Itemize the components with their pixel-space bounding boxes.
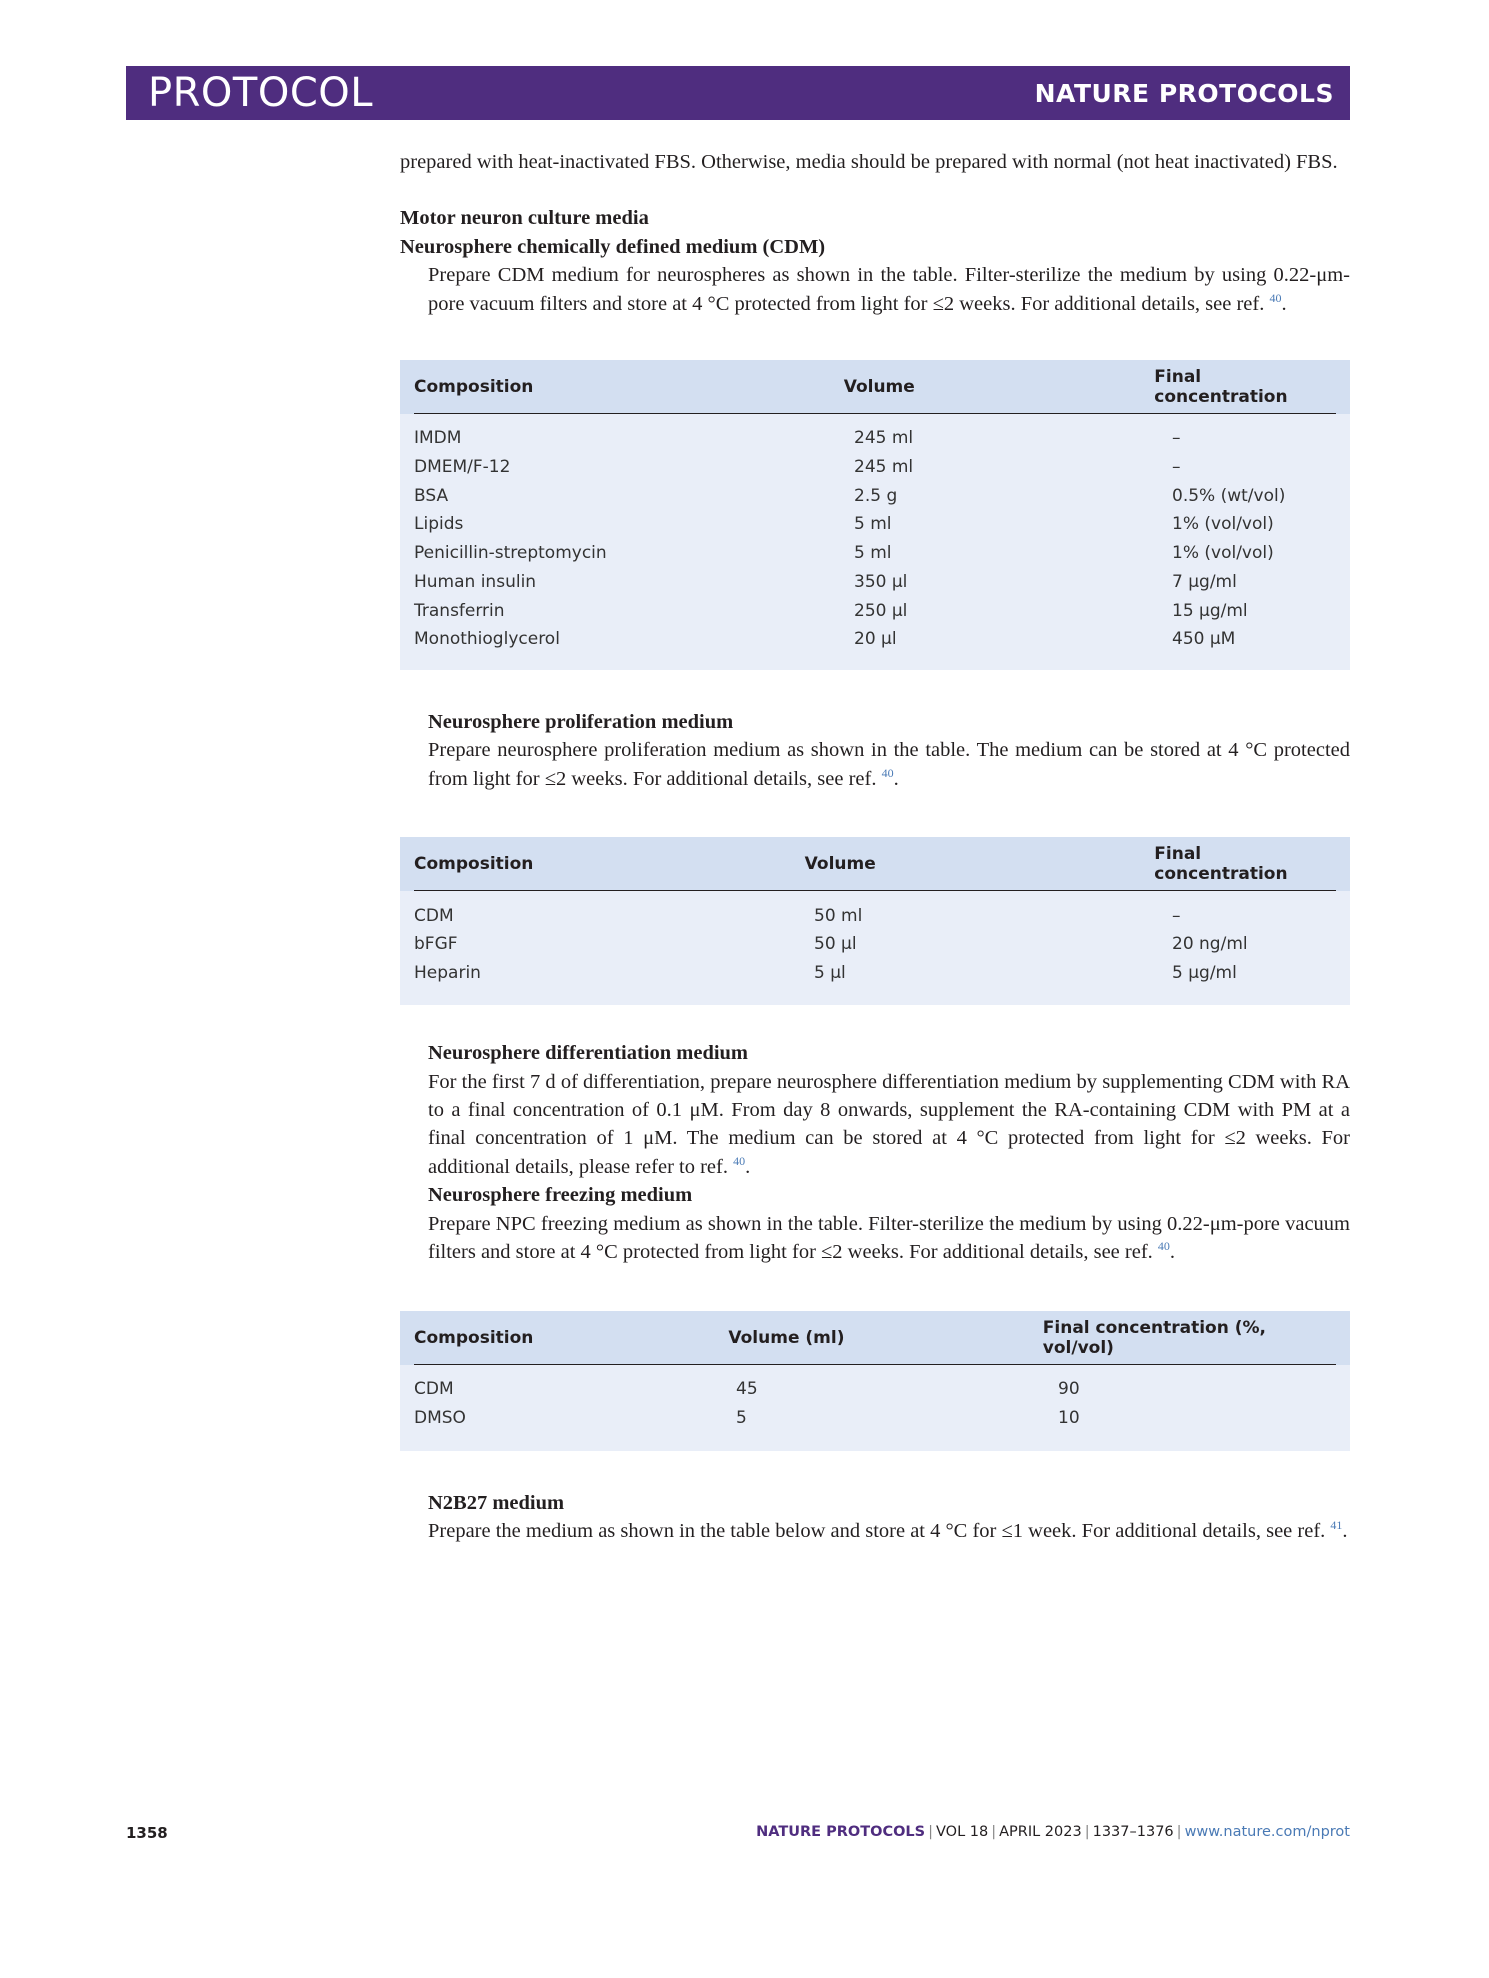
freezing-paragraph: Prepare NPC freezing medium as shown in the table. Filter-sterilize the medium by using 0.22-μm-pore vacuum filters and store at 4 °C protected from light for ≤2 weeks. For additional details, see ref. $^{40}$. — [428, 1212, 1350, 1264]
freezing-table-header — [400, 1311, 1350, 1365]
n2b27-ref-link[interactable]: 41 — [1330, 1518, 1343, 1533]
table-cell: 5 μg/ml — [1172, 962, 1237, 983]
footer-journal: NATURE PROTOCOLS — [756, 1824, 926, 1840]
footer-pages: 1337–1376 — [1092, 1824, 1174, 1840]
proliferation-paragraph: Prepare neurosphere proliferation medium as shown in the table. The medium can be stored at 4 °C protected from light for ≤2 weeks. For additional details, see ref. $^{40}$. — [428, 739, 1350, 790]
cdm-text: Prepare CDM medium for neurospheres as shown in the table. Filter-sterilize the medium by using 0.22-μm-pore vacuum filters and store at 4 °C protected from light for ≤2 weeks. For additional details, see ref. — [428, 264, 1350, 315]
table-cell: 2.5 g — [854, 485, 898, 506]
table-cell: 10 — [1058, 1407, 1080, 1428]
header-bar — [126, 66, 1350, 120]
table-cell: 7 μg/ml — [1172, 571, 1237, 592]
table-row — [414, 596, 1336, 625]
table-cell: 450 μM — [1172, 629, 1236, 650]
footer-date: APRIL 2023 — [999, 1824, 1082, 1840]
section-title-proliferation: Neurosphere proliferation medium — [428, 711, 734, 734]
table-cell: 245 ml — [854, 457, 914, 478]
footer-url-link[interactable]: www.nature.com/nprot — [1184, 1824, 1350, 1840]
table-cell: 20 μl — [854, 629, 897, 650]
proliferation-table — [400, 837, 1350, 1005]
header-journal-name: NATURE PROTOCOLS — [1034, 78, 1334, 108]
table-row — [414, 930, 1336, 959]
table-cell: 0.5% (wt/vol) — [1172, 485, 1286, 506]
table-cell: 5 ml — [854, 543, 892, 564]
table-cell: bFGF — [414, 934, 458, 955]
table-cell: 5 — [736, 1407, 747, 1428]
table-cell: – — [1172, 457, 1181, 478]
header-section-label: PROTOCOL — [148, 70, 374, 116]
cdm-table-body — [400, 414, 1350, 672]
proliferation-table-body — [400, 891, 1350, 1005]
table-cell: 50 ml — [814, 905, 863, 926]
table-cell: Human insulin — [414, 571, 537, 592]
freezing-ref-link[interactable]: 40 — [1157, 1239, 1170, 1254]
table-cell: DMEM/F-12 — [414, 457, 511, 478]
intro-paragraph: prepared with heat-inactivated FBS. Otherwise, media should be prepared with normal (not heat inactivated) FBS. — [400, 151, 1338, 173]
table-row — [414, 901, 1336, 930]
table-cell: 350 μl — [854, 571, 908, 592]
table-cell: DMSO — [414, 1407, 466, 1428]
table-cell: Transferrin — [414, 600, 505, 621]
table-cell: CDM — [414, 905, 454, 926]
table-cell: 245 ml — [854, 428, 914, 449]
n2b27-text: Prepare the medium as shown in the table below and store at 4 °C for ≤1 week. For additional details, see ref. — [428, 1519, 1326, 1542]
table-row — [414, 424, 1336, 453]
section-title-n2b27: N2B27 medium — [428, 1491, 565, 1514]
differentiation-ref-link[interactable]: 40 — [733, 1154, 746, 1169]
freezing-table — [400, 1311, 1350, 1451]
proliferation-text: Prepare neurosphere proliferation medium as shown in the table. The medium can be stored at 4 °C protected from light for ≤2 weeks. For additional details, see ref. — [428, 739, 1350, 790]
table-cell: 45 — [736, 1378, 758, 1399]
table-row — [414, 959, 1336, 988]
table-cell: 1% (vol/vol) — [1172, 543, 1274, 564]
table-row — [414, 1375, 1336, 1404]
cdm-table-header — [400, 360, 1350, 414]
table-cell: 15 μg/ml — [1172, 600, 1248, 621]
cdm-col-final-concentration: Final concentration — [1154, 367, 1288, 408]
table-row — [414, 567, 1336, 596]
table-row — [414, 625, 1336, 654]
page-number: 1358 — [126, 1824, 168, 1842]
main-content — [400, 148, 1350, 1545]
table-row — [414, 510, 1336, 539]
table-row — [414, 453, 1336, 482]
cdm-table — [400, 360, 1350, 670]
footer-citation: NATURE PROTOCOLS | VOL 18 | APRIL 2023 | 1337–1376 | www.nature.com/nprot — [756, 1824, 1350, 1840]
differentiation-paragraph: For the first 7 d of differentiation, prepare neurosphere differentiation medium by supplementing CDM with RA to a final concentration of 0.1 μM. From day 8 onwards, supplement the RA-containing CDM with PM at a final concentration of 1 μM. The medium can be stored at 4 °C protected from light for ≤2 weeks. For additional details, please refer to ref. $^{40}$. — [428, 1070, 1350, 1178]
table-cell: 50 μl — [814, 934, 857, 955]
section-title-differentiation: Neurosphere differentiation medium — [428, 1042, 749, 1065]
freezing-table-body — [400, 1365, 1350, 1450]
freezing-text: Prepare NPC freezing medium as shown in the table. Filter-sterilize the medium by using 0.22-μm-pore vacuum filters and store at 4 °C protected from light for ≤2 weeks. For additional details, see ref. — [428, 1212, 1350, 1264]
table-cell: 250 μl — [854, 600, 908, 621]
freezing-col-volume: Volume (ml) — [728, 1327, 845, 1348]
table-cell: IMDM — [414, 428, 462, 449]
table-cell: 1% (vol/vol) — [1172, 514, 1274, 535]
freezing-col-final-concentration: Final concentration (%, vol/vol) — [1042, 1317, 1267, 1358]
table-cell: Heparin — [414, 962, 481, 983]
cdm-ref-link[interactable]: 40 — [1269, 290, 1282, 305]
table-cell: 20 ng/ml — [1172, 934, 1248, 955]
proliferation-ref-link[interactable]: 40 — [881, 766, 894, 781]
cdm-paragraph: Prepare CDM medium for neurospheres as shown in the table. Filter-sterilize the medium by using 0.22-μm-pore vacuum filters and store at 4 °C protected from light for ≤2 weeks. For additional details, see ref. $^{40}$. — [428, 264, 1350, 315]
table-cell: 5 ml — [854, 514, 892, 535]
table-row — [414, 1403, 1336, 1432]
table-cell: – — [1172, 905, 1181, 926]
table-cell: – — [1172, 428, 1181, 449]
table-row — [414, 539, 1336, 568]
proliferation-col-final-concentration: Final concentration — [1154, 844, 1288, 885]
table-cell: Monothioglycerol — [414, 629, 560, 650]
table-cell: CDM — [414, 1378, 454, 1399]
footer-volume: VOL 18 — [936, 1824, 989, 1840]
differentiation-text: For the first 7 d of differentiation, prepare neurosphere differentiation medium by supplementing CDM with RA to a final concentration of 0.1 μM. From day 8 onwards, supplement the RA-containing CDM with PM at a final concentration of 1 μM. The medium can be stored at 4 °C protected from light for ≤2 weeks. For additional details, please refer to ref. — [428, 1070, 1350, 1178]
table-cell: Lipids — [414, 514, 464, 535]
section-subtitle-cdm: Neurosphere chemically defined medium (CDM) — [400, 235, 826, 258]
cdm-col-volume: Volume — [843, 377, 915, 398]
table-cell: Penicillin-streptomycin — [414, 543, 607, 564]
section-title-motor-neuron: Motor neuron culture media — [400, 207, 649, 230]
table-cell: 90 — [1058, 1378, 1080, 1399]
n2b27-paragraph: Prepare the medium as shown in the table below and store at 4 °C for ≤1 week. For additional details, see ref. $^{41}$. — [428, 1518, 1348, 1542]
freezing-col-composition: Composition — [414, 1327, 534, 1348]
cdm-col-composition: Composition — [414, 377, 534, 398]
proliferation-col-volume: Volume — [804, 854, 876, 875]
table-row — [414, 481, 1336, 510]
table-cell: BSA — [414, 485, 449, 506]
table-cell: 5 μl — [814, 962, 846, 983]
proliferation-col-composition: Composition — [414, 854, 534, 875]
proliferation-table-header — [400, 837, 1350, 891]
section-title-freezing: Neurosphere freezing medium — [428, 1184, 693, 1207]
